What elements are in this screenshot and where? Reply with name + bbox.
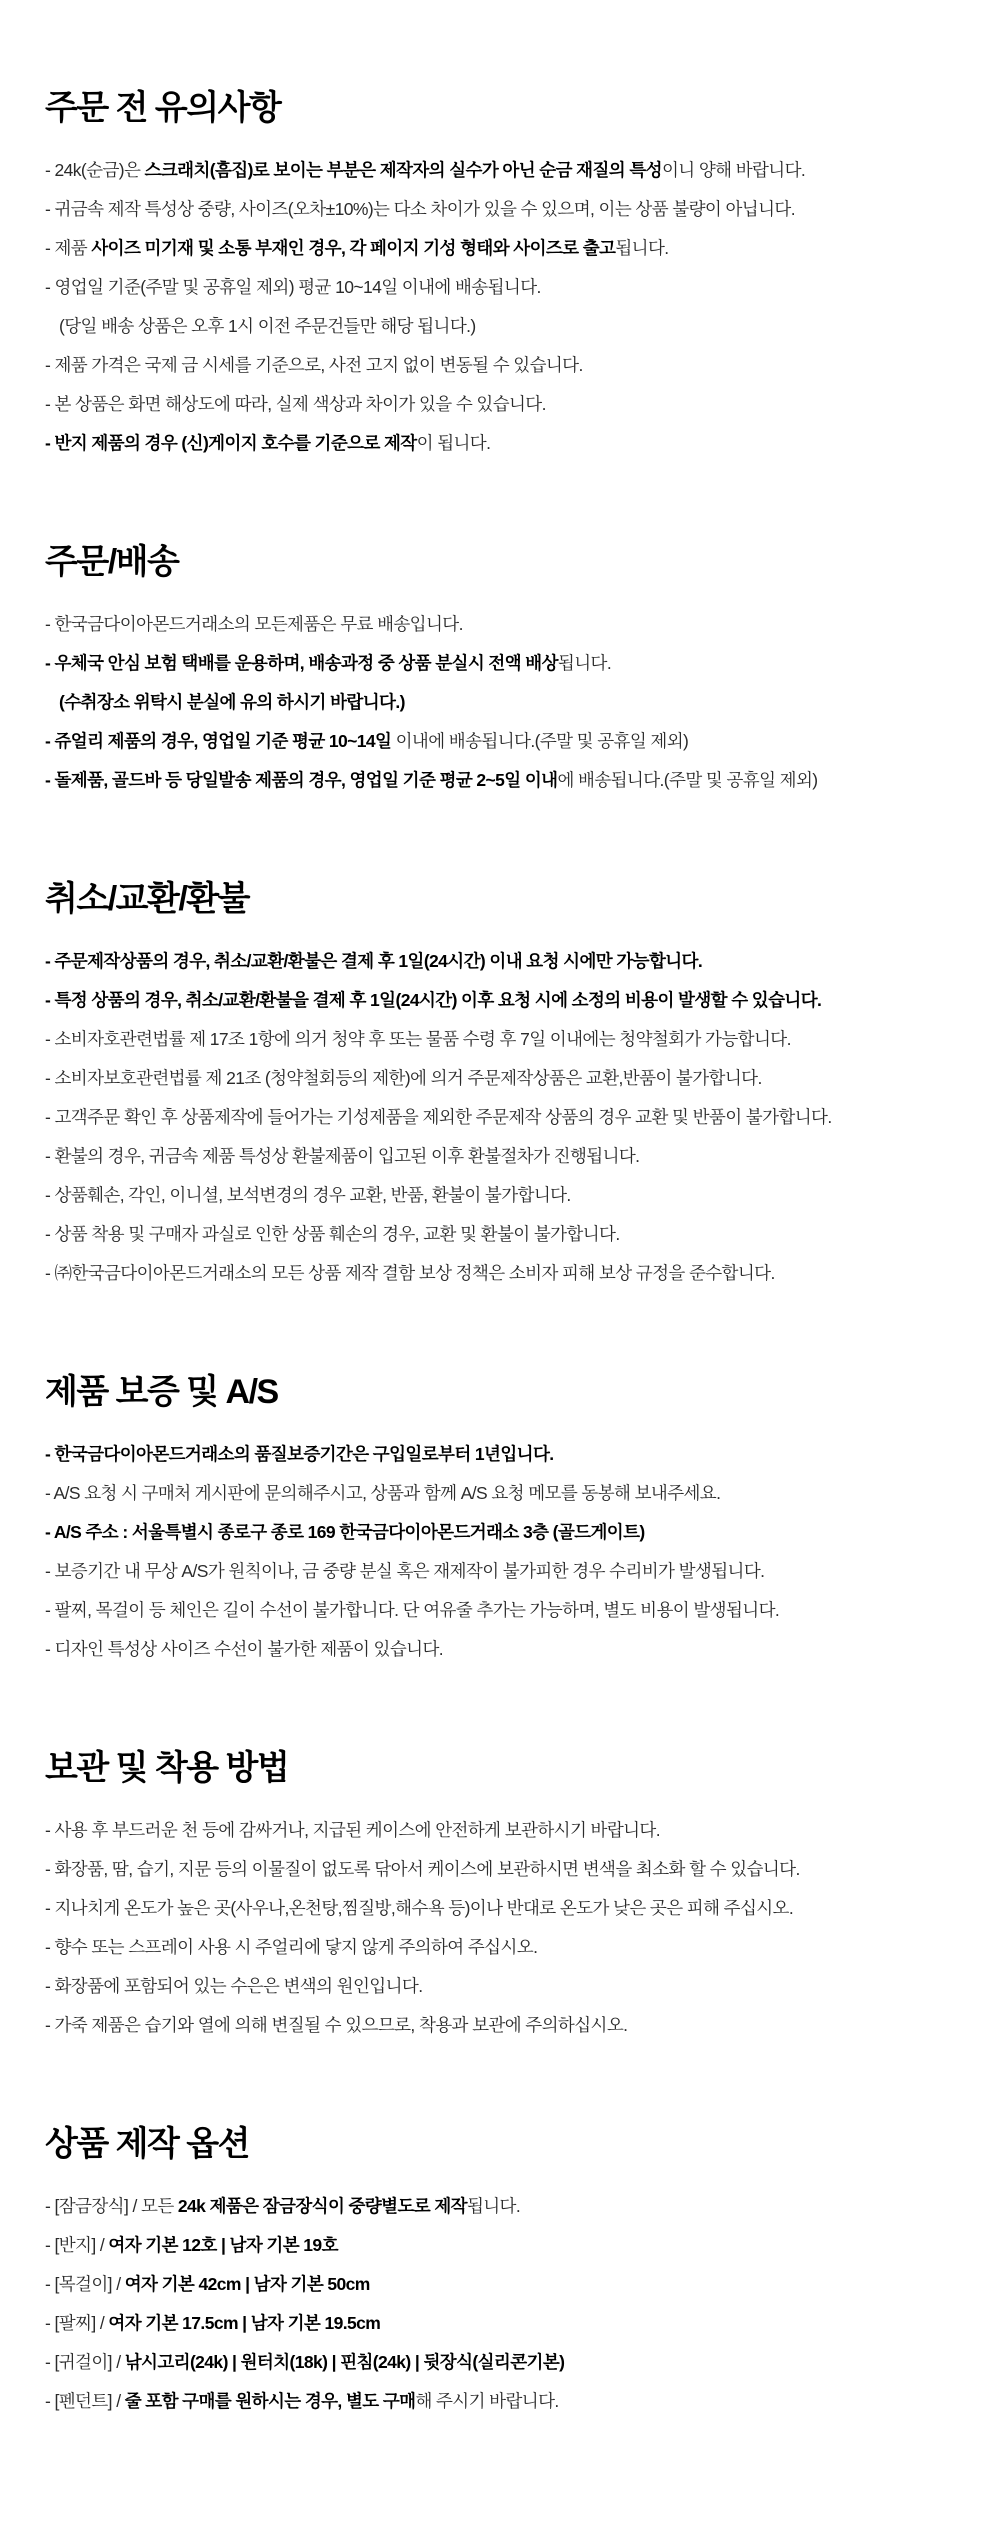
notice-line [45,1598,960,1622]
notice-line [45,1261,960,1285]
section-title: 취소/교환/환불 [45,880,249,918]
text-segment: - 화장품에 포함되어 있는 수은은 변색의 원인입니다. [45,1976,423,1996]
notice-line [45,2013,960,2037]
section-title: 상품 제작 옵션 [45,2125,249,2163]
text-segment: - 상품 착용 및 구매자 과실로 인한 상품 훼손의 경우, 교환 및 환불이 불가합니다. [45,1224,620,1244]
notice-line [45,2272,960,2296]
text-segment-bold: - 반지 제품의 경우 (신)게이지 호수를 기준으로 제작 [45,433,417,453]
text-segment: - 향수 또는 스프레이 사용 시 주얼리에 닿지 않게 주의하여 주십시오. [45,1937,538,1957]
notice-line [45,2389,960,2413]
text-segment: 이니 양해 바랍니다. [661,160,806,180]
text-segment: - [팔찌] / [45,2313,109,2333]
notice-line [45,2194,960,2218]
section-title: 주문/배송 [45,543,179,581]
notice-line [45,1857,960,1881]
notice-line [45,1442,960,1466]
text-segment-bold: - 한국금다이아몬드거래소의 품질보증기간은 구입일로부터 1년입니다. [45,1444,554,1464]
notice-line [45,1027,960,1051]
text-segment: - 지나치게 온도가 높은 곳(사우나,온천탕,찜질방,해수욕 등)이나 반대로 온도가 낮은 곳은 피해 주십시오. [45,1898,794,1918]
text-segment: - 고객주문 확인 후 상품제작에 들어가는 기성제품을 제외한 주문제작 상품의 경우 교환 및 반품이 불가합니다. [45,1107,832,1127]
notice-line [45,236,960,260]
notice-line [45,1183,960,1207]
text-segment-bold: 스크래치(흠집)로 보이는 부분은 제작자의 실수가 아닌 순금 재질의 특성 [144,160,662,180]
text-segment: - 상품훼손, 각인, 이니셜, 보석변경의 경우 교환, 반품, 환불이 불가합니다. [45,1185,571,1205]
text-segment-bold: 여자 기본 12호 | 남자 기본 19호 [108,2235,338,2255]
notice-line [45,949,960,973]
notice-line [45,1144,960,1168]
text-segment: - 한국금다이아몬드거래소의 모든제품은 무료 배송입니다. [45,614,463,634]
text-segment-bold: (수취장소 위탁시 분실에 유의 하시기 바랍니다.) [59,692,405,712]
text-segment: 됩니다. [615,238,669,258]
notice-line [45,690,960,714]
text-segment: - [잠금장식] / 모든 [45,2196,178,2216]
section-product-options [45,2124,960,2428]
text-segment-bold: - 주문제작상품의 경우, 취소/교환/환불은 결제 후 1일(24시간) 이내 요청 시에만 가능합니다. [45,951,703,971]
text-segment-bold: - 쥬얼리 제품의 경우, 영업일 기준 평균 10~14일 [45,731,392,751]
text-segment: - 귀금속 제작 특성상 중량, 사이즈(오차±10%)는 다소 차이가 있을 수 있으며, 이는 상품 불량이 아닙니다. [45,199,795,219]
text-segment: - 환불의 경우, 귀금속 제품 특성상 환불제품이 입고된 이후 환불절차가 진행됩니다. [45,1146,640,1166]
notice-line [45,431,960,455]
notice-line [45,988,960,1012]
notice-line [45,1559,960,1583]
text-segment-bold: - 우체국 안심 보험 택배를 운용하며, 배송과정 중 상품 분실시 전액 배상 [45,653,558,673]
notice-line [45,2311,960,2335]
section-pre-order-notice [45,88,960,470]
text-segment: - 팔찌, 목걸이 등 체인은 길이 수선이 불가합니다. 단 여유줄 추가는 가능하며, 별도 비용이 발생됩니다. [45,1600,780,1620]
notice-line [45,2233,960,2257]
text-segment-bold: - A/S 주소 : 서울특별시 종로구 종로 169 한국금다이아몬드거래소 3층 (골드게이트) [45,1522,645,1542]
text-segment-bold: 24k 제품은 잠금장식이 중량별도로 제작 [177,2196,467,2216]
text-segment: 에 배송됩니다.(주말 및 공휴일 제외) [557,770,818,790]
notice-line [45,1520,960,1544]
notice-line [45,392,960,416]
notice-line [45,197,960,221]
text-segment: - [반지] / [45,2235,109,2255]
text-segment: - A/S 요청 시 구매처 게시판에 문의해주시고, 상품과 함께 A/S 요청 메모를 동봉해 보내주세요. [45,1483,721,1503]
text-segment-bold: - 특정 상품의 경우, 취소/교환/환불을 결제 후 1일(24시간) 이후 요청 시에 소정의 비용이 발생할 수 있습니다. [45,990,822,1010]
text-segment: - [귀걸이] / [45,2352,125,2372]
section-warranty-as [45,1372,960,1676]
notice-line [45,729,960,753]
notice-line [45,1222,960,1246]
text-segment: - 보증기간 내 무상 A/S가 원칙이나, 금 중량 분실 혹은 재제작이 불가피한 경우 수리비가 발생됩니다. [45,1561,765,1581]
text-segment: - 디자인 특성상 사이즈 수선이 불가한 제품이 있습니다. [45,1639,444,1659]
text-segment: - 제품 가격은 국제 금 시세를 기준으로, 사전 고지 없이 변동될 수 있습니다. [45,355,583,375]
section-cancel-exchange-refund [45,879,960,1300]
section-lines [45,1818,960,2037]
notice-line [45,275,960,299]
text-segment-bold: 낚시고리(24k) | 원터치(18k) | 핀침(24k) | 뒷장식(실리콘기본) [124,2352,565,2372]
notice-line [45,353,960,377]
notice-line [45,1481,960,1505]
section-storage-usage [45,1748,960,2052]
notice-line [45,2350,960,2374]
notice-line [45,612,960,636]
text-segment-bold: 줄 포함 구매를 원하시는 경우, 별도 구매 [124,2391,416,2411]
text-segment: (당일 배송 상품은 오후 1시 이전 주문건들만 해당 됩니다.) [59,316,476,336]
notice-line [45,1105,960,1129]
section-title: 제품 보증 및 A/S [45,1373,278,1411]
notice-line [45,1066,960,1090]
notice-line [45,158,960,182]
text-segment: 됩니다. [466,2196,521,2216]
text-segment: - 가죽 제품은 습기와 열에 의해 변질될 수 있으므로, 착용과 보관에 주의하십시오. [45,2015,628,2035]
text-segment-bold: - 돌제품, 골드바 등 당일발송 제품의 경우, 영업일 기준 평균 2~5일 이내 [45,770,558,790]
text-segment: 이 됩니다. [416,433,491,453]
text-segment-bold: 여자 기본 17.5cm | 남자 기본 19.5cm [108,2313,381,2333]
text-segment: 해 주시기 바랍니다. [415,2391,559,2411]
text-segment: - [목걸이] / [45,2274,125,2294]
notice-line [45,314,960,338]
section-lines [45,1442,960,1661]
notice-line [45,1935,960,1959]
text-segment: 됩니다. [557,653,612,673]
text-segment-bold: 사이즈 미기재 및 소통 부재인 경우, 각 페이지 기성 형태와 사이즈로 출고 [91,238,616,258]
section-order-shipping [45,542,960,807]
section-lines [45,612,960,792]
notice-line [45,651,960,675]
notice-line [45,1974,960,1998]
text-segment: - 소비자호관련법률 제 17조 1항에 의거 청약 후 또는 물품 수령 후 7일 이내에는 청약철회가 가능합니다. [45,1029,791,1049]
text-segment: 이내에 배송됩니다.(주말 및 공휴일 제외) [391,731,689,751]
notice-line [45,768,960,792]
section-title: 주문 전 유의사항 [45,89,281,127]
text-segment: - 화장품, 땀, 습기, 지문 등의 이물질이 없도록 닦아서 케이스에 보관하시면 변색을 최소화 할 수 있습니다. [45,1859,800,1879]
section-lines [45,949,960,1285]
section-lines [45,158,960,455]
notice-line [45,1637,960,1661]
text-segment: - 소비자보호관련법률 제 21조 (청약철회등의 제한)에 의거 주문제작상품은 교환,반품이 불가합니다. [45,1068,762,1088]
notice-line [45,1896,960,1920]
text-segment: - 본 상품은 화면 해상도에 따라, 실제 색상과 차이가 있을 수 있습니다. [45,394,546,414]
section-lines [45,2194,960,2413]
notice-line [45,1818,960,1842]
text-segment: - 영업일 기준(주말 및 공휴일 제외) 평균 10~14일 이내에 배송됩니다. [45,277,541,297]
text-segment: - 사용 후 부드러운 천 등에 감싸거나, 지급된 케이스에 안전하게 보관하시기 바랍니다. [45,1820,661,1840]
text-segment-bold: 여자 기본 42cm | 남자 기본 50cm [124,2274,370,2294]
text-segment: - [펜던트] / [45,2391,125,2411]
text-segment: - 제품 [45,238,92,258]
section-title: 보관 및 착용 방법 [45,1749,289,1787]
text-segment: - 24k(순금)은 [45,160,145,180]
text-segment: - ㈜한국금다이아몬드거래소의 모든 상품 제작 결함 보상 정책은 소비자 피해 보상 규정을 준수합니다. [45,1263,775,1283]
